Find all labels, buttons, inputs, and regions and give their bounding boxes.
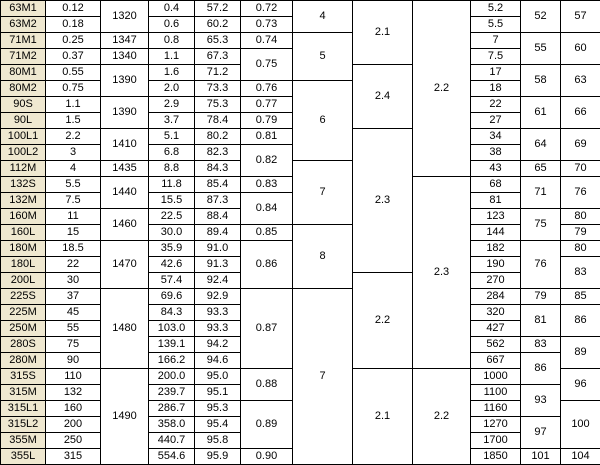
cell-noise-limit: 79 [561,225,600,241]
cell-frame-code: 280M [1,353,46,369]
cell-weight: 284 [471,289,521,305]
cell-rated-power: 30 [46,273,101,289]
cell-rated-power: 200 [46,417,101,433]
cell-current: 139.1 [149,337,195,353]
cell-frame-code: 315L2 [1,417,46,433]
cell-efficiency: 94.6 [195,353,241,369]
cell-noise-level: 71 [521,177,561,209]
cell-noise-limit: 60 [561,33,600,65]
cell-rated-power: 75 [46,337,101,353]
cell-starting-current-ratio: 6 [293,81,353,161]
cell-weight: 7 [471,33,521,49]
cell-rated-power: 18.5 [46,241,101,257]
cell-current: 358.0 [149,417,195,433]
cell-power-factor: 0.85 [241,225,293,241]
cell-starting-torque-ratio: 2.4 [353,65,413,129]
cell-rated-power: 315 [46,449,101,465]
cell-efficiency: 93.3 [195,321,241,337]
cell-efficiency: 73.3 [195,81,241,97]
cell-efficiency: 82.3 [195,145,241,161]
cell-speed: 1470 [101,241,149,289]
cell-noise-limit: 89 [561,337,600,369]
cell-frame-code: 280S [1,337,46,353]
cell-current: 30.0 [149,225,195,241]
cell-speed: 1410 [101,129,149,161]
cell-noise-level: 52 [521,1,561,33]
cell-max-torque-ratio: 2.3 [413,177,471,369]
cell-noise-limit: 83 [561,257,600,289]
cell-current: 554.6 [149,449,195,465]
cell-noise-limit: 70 [561,161,600,177]
cell-noise-limit: 96 [561,369,600,401]
cell-weight: 667 [471,353,521,369]
cell-noise-limit: 66 [561,97,600,129]
cell-current: 2.0 [149,81,195,97]
cell-noise-level: 58 [521,65,561,97]
cell-efficiency: 89.4 [195,225,241,241]
cell-noise-limit: 104 [561,449,600,465]
cell-current: 11.8 [149,177,195,193]
cell-noise-level: 61 [521,97,561,129]
cell-frame-code: 180M [1,241,46,257]
cell-rated-power: 4 [46,161,101,177]
cell-current: 200.0 [149,369,195,385]
cell-max-torque-ratio: 2.2 [413,369,471,465]
cell-speed: 1490 [101,369,149,465]
cell-frame-code: 250M [1,321,46,337]
cell-weight: 1270 [471,417,521,433]
cell-current: 3.7 [149,113,195,129]
cell-frame-code: 100L1 [1,129,46,145]
cell-noise-limit: 85 [561,289,600,305]
cell-power-factor: 0.81 [241,129,293,145]
cell-weight: 1850 [471,449,521,465]
cell-noise-limit: 63 [561,65,600,97]
cell-weight: 5.5 [471,17,521,33]
cell-starting-torque-ratio: 2.1 [353,369,413,465]
cell-weight: 1000 [471,369,521,385]
cell-weight: 270 [471,273,521,289]
cell-starting-current-ratio: 4 [293,1,353,33]
cell-max-torque-ratio: 2.2 [413,1,471,177]
cell-noise-level: 93 [521,385,561,417]
cell-power-factor: 0.87 [241,289,293,369]
cell-frame-code: 315L1 [1,401,46,417]
cell-efficiency: 95.4 [195,417,241,433]
cell-rated-power: 0.18 [46,17,101,33]
cell-current: 8.8 [149,161,195,177]
cell-frame-code: 71M2 [1,49,46,65]
table-row [1,161,600,177]
cell-noise-limit: 76 [561,177,600,209]
cell-weight: 1100 [471,385,521,401]
cell-rated-power: 37 [46,289,101,305]
cell-starting-torque-ratio: 2.3 [353,129,413,273]
cell-weight: 27 [471,113,521,129]
cell-starting-current-ratio: 8 [293,225,353,289]
cell-current: 69.6 [149,289,195,305]
cell-rated-power: 250 [46,433,101,449]
cell-speed: 1347 [101,33,149,49]
cell-rated-power: 1.5 [46,113,101,129]
cell-current: 0.4 [149,1,195,17]
cell-frame-code: 355L [1,449,46,465]
cell-noise-limit: 100 [561,401,600,449]
cell-frame-code: 63M1 [1,1,46,17]
cell-noise-limit: 80 [561,209,600,225]
cell-efficiency: 88.4 [195,209,241,225]
cell-power-factor: 0.72 [241,1,293,17]
cell-current: 0.6 [149,17,195,33]
cell-speed: 1460 [101,209,149,241]
cell-rated-power: 15 [46,225,101,241]
cell-noise-level: 81 [521,305,561,337]
cell-rated-power: 0.12 [46,1,101,17]
cell-frame-code: 315M [1,385,46,401]
cell-efficiency: 71.2 [195,65,241,81]
table-body [1,1,600,465]
cell-frame-code: 200L [1,273,46,289]
cell-current: 1.1 [149,49,195,65]
cell-power-factor: 0.75 [241,49,293,81]
cell-weight: 320 [471,305,521,321]
cell-weight: 1160 [471,401,521,417]
cell-efficiency: 95.3 [195,401,241,417]
cell-efficiency: 95.0 [195,369,241,385]
cell-current: 2.9 [149,97,195,113]
cell-efficiency: 85.4 [195,177,241,193]
cell-noise-level: 101 [521,449,561,465]
cell-weight: 5.2 [471,1,521,17]
cell-efficiency: 93.3 [195,305,241,321]
cell-noise-level: 86 [521,353,561,385]
cell-frame-code: 225M [1,305,46,321]
cell-frame-code: 112M [1,161,46,177]
cell-starting-current-ratio: 5 [293,33,353,81]
cell-current: 6.8 [149,145,195,161]
cell-weight: 34 [471,129,521,145]
cell-efficiency: 80.2 [195,129,241,145]
table-row [1,81,600,97]
cell-efficiency: 91.0 [195,241,241,257]
cell-rated-power: 3 [46,145,101,161]
cell-weight: 81 [471,193,521,209]
cell-power-factor: 0.82 [241,145,293,177]
cell-starting-current-ratio: 7 [293,161,353,225]
cell-weight: 22 [471,97,521,113]
cell-current: 5.1 [149,129,195,145]
cell-power-factor: 0.76 [241,81,293,97]
cell-current: 103.0 [149,321,195,337]
cell-frame-code: 225S [1,289,46,305]
cell-starting-torque-ratio: 2.1 [353,1,413,65]
cell-weight: 144 [471,225,521,241]
cell-speed: 1320 [101,1,149,33]
cell-rated-power: 11 [46,209,101,225]
cell-efficiency: 65.3 [195,33,241,49]
cell-efficiency: 94.2 [195,337,241,353]
cell-rated-power: 55 [46,321,101,337]
cell-frame-code: 63M2 [1,17,46,33]
cell-rated-power: 1.1 [46,97,101,113]
cell-power-factor: 0.83 [241,177,293,193]
cell-weight: 68 [471,177,521,193]
cell-efficiency: 84.3 [195,161,241,177]
cell-current: 42.6 [149,257,195,273]
cell-frame-code: 132S [1,177,46,193]
cell-frame-code: 80M1 [1,65,46,81]
cell-current: 84.3 [149,305,195,321]
cell-current: 0.8 [149,33,195,49]
cell-rated-power: 45 [46,305,101,321]
cell-frame-code: 90S [1,97,46,113]
cell-efficiency: 92.4 [195,273,241,289]
cell-efficiency: 92.9 [195,289,241,305]
table-row [1,33,600,49]
cell-frame-code: 80M2 [1,81,46,97]
cell-weight: 123 [471,209,521,225]
cell-power-factor: 0.73 [241,17,293,33]
cell-power-factor: 0.79 [241,113,293,129]
cell-efficiency: 57.2 [195,1,241,17]
cell-noise-level: 65 [521,161,561,177]
cell-rated-power: 22 [46,257,101,273]
cell-efficiency: 78.4 [195,113,241,129]
cell-noise-level: 76 [521,241,561,289]
cell-rated-power: 5.5 [46,177,101,193]
cell-weight: 190 [471,257,521,273]
cell-current: 239.7 [149,385,195,401]
cell-noise-level: 64 [521,129,561,161]
cell-rated-power: 132 [46,385,101,401]
cell-weight: 562 [471,337,521,353]
cell-current: 57.4 [149,273,195,289]
cell-frame-code: 180L [1,257,46,273]
cell-speed: 1480 [101,289,149,369]
table-row [1,225,600,241]
cell-noise-limit: 86 [561,305,600,337]
cell-efficiency: 91.3 [195,257,241,273]
cell-current: 1.6 [149,65,195,81]
cell-weight: 1700 [471,433,521,449]
cell-current: 15.5 [149,193,195,209]
cell-power-factor: 0.84 [241,193,293,225]
cell-weight: 38 [471,145,521,161]
cell-frame-code: 160M [1,209,46,225]
cell-efficiency: 75.3 [195,97,241,113]
cell-noise-level: 79 [521,289,561,305]
cell-weight: 18 [471,81,521,97]
cell-power-factor: 0.89 [241,401,293,449]
cell-frame-code: 132M [1,193,46,209]
cell-weight: 427 [471,321,521,337]
cell-frame-code: 100L2 [1,145,46,161]
cell-current: 440.7 [149,433,195,449]
cell-weight: 182 [471,241,521,257]
cell-speed: 1340 [101,49,149,65]
cell-noise-level: 83 [521,337,561,353]
cell-rated-power: 160 [46,401,101,417]
cell-frame-code: 315S [1,369,46,385]
cell-rated-power: 0.55 [46,65,101,81]
cell-starting-current-ratio: 7 [293,289,353,465]
cell-rated-power: 0.75 [46,81,101,97]
cell-rated-power: 90 [46,353,101,369]
cell-frame-code: 90L [1,113,46,129]
cell-rated-power: 7.5 [46,193,101,209]
cell-noise-level: 75 [521,209,561,241]
cell-weight: 17 [471,65,521,81]
cell-efficiency: 95.8 [195,433,241,449]
cell-efficiency: 95.1 [195,385,241,401]
cell-power-factor: 0.74 [241,33,293,49]
cell-speed: 1435 [101,161,149,177]
cell-current: 286.7 [149,401,195,417]
cell-noise-limit: 80 [561,241,600,257]
cell-weight: 43 [471,161,521,177]
table-row [1,289,600,305]
cell-current: 166.2 [149,353,195,369]
cell-speed: 1440 [101,177,149,209]
cell-frame-code: 355M [1,433,46,449]
cell-power-factor: 0.88 [241,369,293,401]
cell-efficiency: 87.3 [195,193,241,209]
cell-speed: 1390 [101,97,149,129]
cell-frame-code: 71M1 [1,33,46,49]
cell-efficiency: 95.9 [195,449,241,465]
cell-efficiency: 67.3 [195,49,241,65]
cell-current: 22.5 [149,209,195,225]
cell-noise-level: 55 [521,33,561,65]
cell-power-factor: 0.86 [241,241,293,289]
cell-noise-limit: 57 [561,1,600,33]
cell-speed: 1390 [101,65,149,97]
cell-frame-code: 160L [1,225,46,241]
cell-starting-torque-ratio: 2.2 [353,273,413,369]
cell-rated-power: 2.2 [46,129,101,145]
cell-rated-power: 0.37 [46,49,101,65]
cell-efficiency: 60.2 [195,17,241,33]
cell-power-factor: 0.77 [241,97,293,113]
cell-rated-power: 0.25 [46,33,101,49]
cell-noise-limit: 69 [561,129,600,161]
cell-power-factor: 0.90 [241,449,293,465]
cell-current: 35.9 [149,241,195,257]
table-row [1,1,600,17]
cell-weight: 7.5 [471,49,521,65]
cell-noise-level: 97 [521,417,561,449]
cell-rated-power: 110 [46,369,101,385]
